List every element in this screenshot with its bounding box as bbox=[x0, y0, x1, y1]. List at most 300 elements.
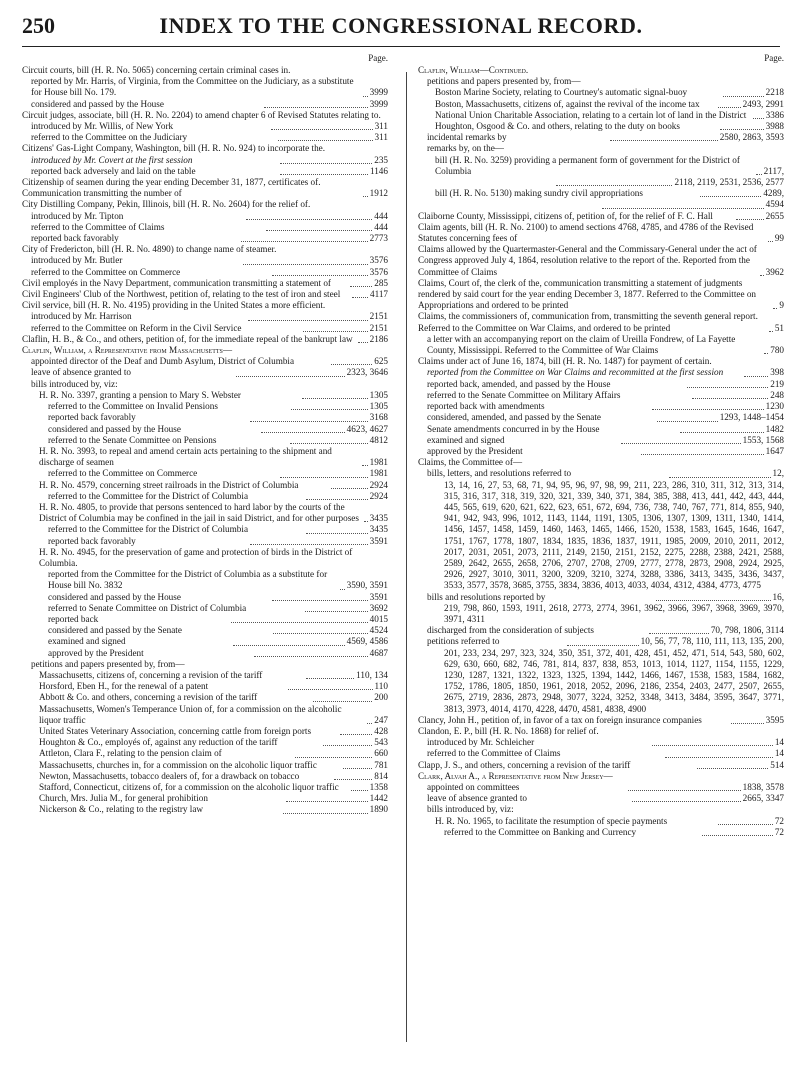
leader-dots bbox=[657, 421, 717, 422]
index-entry-page: 1553, 1568 bbox=[742, 434, 784, 445]
left-entries bbox=[22, 65, 388, 816]
index-entry-text: introduced by Mr. Butler bbox=[31, 255, 123, 266]
leader-dots bbox=[628, 790, 741, 791]
index-entry-page: 1293, 1448–1454 bbox=[719, 412, 784, 423]
index-entry-page: 543 bbox=[374, 737, 388, 748]
index-entry bbox=[418, 435, 784, 446]
leader-dots bbox=[231, 622, 368, 623]
index-entry bbox=[22, 681, 388, 692]
leader-dots bbox=[283, 813, 367, 814]
leader-dots bbox=[286, 801, 368, 802]
index-entry-text: considered and passed by the House bbox=[31, 98, 164, 109]
index-entry-text: Civil service, bill (H. R. No. 4195) providing in the United States a more efficient. bbox=[22, 300, 326, 311]
leader-dots bbox=[768, 241, 773, 242]
index-entry-page: 1838, 3578 bbox=[742, 782, 784, 792]
index-entry bbox=[22, 804, 388, 815]
leader-dots bbox=[692, 398, 768, 399]
index-entry-text: referred to the Committee for the District of Columbia bbox=[48, 490, 249, 501]
index-entry bbox=[22, 155, 388, 166]
index-entry bbox=[418, 793, 784, 804]
index-entry-text: Newton, Massachusetts, tobacco dealers of, for a drawback on tobacco bbox=[39, 770, 300, 781]
index-entry-text: Massachusetts, citizens of, concerning a revision of the tariff bbox=[39, 669, 263, 680]
index-entry-page: 12, bbox=[772, 468, 784, 479]
leader-dots bbox=[652, 745, 773, 746]
index-entry bbox=[22, 233, 388, 244]
index-entry bbox=[418, 412, 784, 423]
index-entry-text: Claims, Court of, the clerk of the, communication transmitting a statement of judgments rendered by said court for the year ending December 3, 1877. Referred to the Committee on Appropriations and ordered to be printed bbox=[418, 277, 757, 311]
index-entry-page: 3988 bbox=[765, 121, 784, 132]
index-entry-page: 2218 bbox=[765, 87, 784, 98]
index-entry-text: Stafford, Connecticut, citizens of, for a commission on the alcoholic liquor traffic bbox=[39, 782, 339, 792]
index-entry-text: discharged from the consideration of subjects bbox=[427, 625, 594, 636]
index-entry-page: 2665, 3347 bbox=[742, 793, 784, 804]
index-entry-text: examined and signed bbox=[427, 434, 505, 445]
index-entry-text: Clark, Alvah A., a Representative from New Jersey— bbox=[418, 770, 613, 781]
index-entry bbox=[22, 737, 388, 748]
index-entry bbox=[418, 816, 784, 827]
index-entry-page: 3435 bbox=[369, 513, 388, 524]
index-entry-text: Massachusetts, Women's Temperance Union of, for a commission on the alcoholic liquor traffic bbox=[39, 703, 342, 725]
index-entry bbox=[22, 356, 388, 367]
index-entry-page: 1146 bbox=[369, 165, 388, 176]
leader-dots bbox=[656, 600, 771, 601]
index-entry-page: 1912 bbox=[369, 188, 388, 199]
index-entry-text: Attleton, Clara F., relating to the pension claim of bbox=[39, 748, 222, 759]
leader-dots bbox=[641, 454, 763, 455]
index-entry-text: introduced by Mr. Tipton bbox=[31, 210, 124, 221]
index-entry bbox=[22, 648, 388, 659]
index-entry-page: 2493, 2991 bbox=[742, 98, 784, 109]
index-entry-page: 2924 bbox=[369, 490, 388, 501]
index-entry bbox=[418, 401, 784, 412]
index-entry-page: 2151 bbox=[369, 311, 388, 322]
index-entry bbox=[22, 401, 388, 412]
index-entry-text: Citizenship of seamen during the year ending December 31, 1877, certificates of. Communication transmitting the number of bbox=[22, 177, 321, 199]
leader-dots bbox=[632, 801, 741, 802]
index-entry bbox=[418, 132, 784, 143]
page-column-label: Page. bbox=[764, 53, 784, 63]
leader-dots bbox=[323, 745, 372, 746]
index-entry-text: Claims under act of June 16, 1874, bill (H. R. No. 1487) for payment of certain. bbox=[418, 356, 712, 367]
index-entry-page: 428 bbox=[374, 725, 388, 736]
leader-dots bbox=[702, 835, 772, 836]
index-entry bbox=[22, 379, 388, 390]
leader-dots bbox=[352, 297, 368, 298]
index-entry-text: reported back favorably bbox=[48, 535, 136, 546]
index-entry-page: 219 bbox=[770, 378, 784, 389]
index-entry bbox=[22, 211, 388, 222]
index-entry-text: H. R. No. 4579, concerning street railroads in the District of Columbia bbox=[39, 479, 299, 490]
index-entry bbox=[22, 311, 388, 322]
index-entry bbox=[22, 547, 388, 569]
index-entry-text: introduced by Mr. Schleicher bbox=[427, 737, 535, 748]
leader-dots bbox=[288, 689, 372, 690]
index-entry-text: Boston Marine Society, relating to Courtney's automatic signal-buoy bbox=[435, 87, 688, 98]
leader-dots bbox=[306, 533, 368, 534]
index-entry-page: 99 bbox=[774, 233, 784, 244]
index-entry-page: 4289, bbox=[763, 188, 784, 199]
index-entry-text: appointed director of the Deaf and Dumb Asylum, District of Columbia bbox=[31, 356, 295, 367]
index-entry-text: reported from the Committee for the District of Columbia as a substitute for House bill No. 3832 bbox=[48, 569, 328, 591]
index-entry bbox=[22, 278, 388, 289]
index-entry-text: petitions and papers presented by, from— bbox=[31, 658, 185, 669]
leader-dots bbox=[362, 465, 367, 466]
index-entry bbox=[22, 446, 388, 468]
index-entry-text: referred to the Senate Committee on Pensions bbox=[48, 434, 217, 445]
index-entry-page: 110 bbox=[374, 681, 388, 692]
leader-dots bbox=[567, 645, 639, 646]
index-entry bbox=[22, 177, 388, 199]
index-entry-page: 10, 56, 77, 78, 110, 111, 113, 135, 200, bbox=[640, 636, 784, 647]
index-entry-page: 16, bbox=[772, 591, 784, 602]
index-entry bbox=[418, 390, 784, 401]
index-entry bbox=[418, 99, 784, 110]
index-entry bbox=[22, 793, 388, 804]
leader-dots bbox=[246, 219, 372, 220]
index-entry bbox=[418, 827, 784, 838]
index-entry-page: 9 bbox=[779, 300, 784, 311]
leader-dots bbox=[278, 140, 373, 141]
index-entry bbox=[22, 760, 388, 771]
index-entry bbox=[22, 412, 388, 423]
index-entry-page: 4015 bbox=[369, 613, 388, 624]
index-entry-text: bills introduced by, viz: bbox=[427, 804, 514, 815]
index-entry-text: Clandon, E. P., bill (H. R. No. 1868) for relief of. bbox=[418, 725, 599, 736]
index-entry-page: 2773 bbox=[369, 233, 388, 244]
index-entry-text: Church, Mrs. Julia M., for general prohibition bbox=[39, 793, 208, 804]
leader-dots bbox=[290, 443, 368, 444]
index-entry-page: 3386 bbox=[765, 109, 784, 120]
index-entry bbox=[22, 121, 388, 132]
leader-dots bbox=[358, 342, 367, 343]
index-entry-text: reported back with amendments bbox=[427, 401, 545, 412]
page-number: 250 bbox=[22, 13, 55, 38]
index-entry-text: City Distilling Company, Pekin, Illinois, bill (H. R. No. 2604) for the relief of. bbox=[22, 199, 311, 210]
index-entry-page: 110, 134 bbox=[356, 669, 388, 680]
leader-dots bbox=[340, 734, 373, 735]
index-entry bbox=[22, 771, 388, 782]
header-rule bbox=[22, 46, 780, 47]
index-entry-page: 444 bbox=[374, 221, 388, 232]
leader-dots bbox=[250, 544, 368, 545]
index-entry bbox=[22, 491, 388, 502]
leader-dots bbox=[680, 432, 764, 433]
index-entry-text: Claflin, William—Continued. bbox=[418, 65, 529, 75]
index-entry-page: 4812 bbox=[369, 434, 388, 445]
index-entry bbox=[22, 300, 388, 311]
index-entry bbox=[22, 267, 388, 278]
index-entry bbox=[22, 569, 388, 591]
index-entry-text: Massachusetts, churches in, for a commission on the alcoholic liquor traffic bbox=[39, 759, 317, 770]
index-entry-page: 200 bbox=[374, 692, 388, 703]
index-entry-page: 1890 bbox=[369, 804, 388, 815]
leader-dots bbox=[331, 488, 368, 489]
index-entry-page: 2186 bbox=[369, 333, 388, 344]
index-entry-text: referred to the Committee on Invalid Pensions bbox=[48, 401, 218, 412]
index-entry bbox=[418, 446, 784, 457]
leader-dots bbox=[718, 107, 741, 108]
index-entry-text: Clancy, John H., petition of, in favor of a tax on foreign insurance companies bbox=[418, 714, 702, 725]
index-entry-text: Houghton & Co., employés of, against any reduction of the tariff bbox=[39, 737, 278, 748]
index-entry-text: leave of absence granted to bbox=[427, 793, 527, 804]
leader-dots bbox=[271, 129, 373, 130]
index-entry bbox=[22, 704, 388, 726]
leader-dots bbox=[367, 723, 373, 724]
index-entry bbox=[418, 737, 784, 748]
index-entry-text: H. R. No. 4945, for the preservation of game and protection of birds in the District of Columbia. bbox=[39, 546, 353, 568]
index-entry-text: Circuit judges, associate, bill (H. R. No. 2204) to amend chapter 6 of Revised Statutes relating to. bbox=[22, 109, 381, 120]
index-entry-page: 1647 bbox=[765, 445, 784, 456]
index-entry bbox=[418, 804, 784, 815]
index-entry-text: Senate amendments concurred in by the House bbox=[427, 423, 600, 434]
index-entry-text: Claim agents, bill (H. R. No. 2100) to amend sections 4768, 4785, and 4786 of the Revised Statutes concerning fees of bbox=[418, 221, 754, 244]
index-entry bbox=[22, 636, 388, 647]
index-entry-page: 4117 bbox=[369, 289, 388, 300]
index-entry-text: bills and resolutions reported by bbox=[427, 591, 546, 602]
index-entry bbox=[22, 536, 388, 547]
index-entry bbox=[418, 121, 784, 132]
index-entry bbox=[22, 424, 388, 435]
index-entry-text: petitions and papers presented by, from— bbox=[427, 76, 581, 87]
index-entry-page: 248 bbox=[770, 389, 784, 400]
index-entry-page: 3168 bbox=[369, 412, 388, 423]
leader-dots bbox=[306, 678, 354, 679]
index-entry-page: 1981 bbox=[369, 457, 388, 468]
leader-dots bbox=[264, 107, 368, 108]
index-entry bbox=[418, 468, 784, 479]
index-page-numbers: 219, 798, 860, 1593, 1911, 2618, 2773, 2774, 3961, 3962, 3966, 3967, 3968, 3969, 3970, 3971, 4311 bbox=[444, 602, 784, 624]
index-entry-text: reported from the Committee on War Claims and recommitted at the first session bbox=[427, 367, 724, 378]
leader-dots bbox=[700, 196, 761, 197]
index-entry-page: 3595 bbox=[765, 714, 784, 725]
index-entry-page: 2580, 2863, 3593 bbox=[719, 132, 784, 143]
index-entry-page: 4524 bbox=[369, 625, 388, 636]
index-entry-text: referred to the Committee on Reform in the Civil Service bbox=[31, 322, 242, 333]
leader-dots bbox=[697, 768, 768, 769]
leader-dots bbox=[280, 174, 368, 175]
leader-dots bbox=[305, 611, 368, 612]
page-title: INDEX TO THE CONGRESSIONAL RECORD. bbox=[159, 13, 643, 38]
index-entry-text: a letter with an accompanying report on the claim of Ureilla Fondrew, of La Fayette County, Mississippi. Referred to the Committee of War Claims bbox=[427, 333, 736, 356]
index-entry bbox=[418, 424, 784, 435]
index-entry bbox=[418, 76, 784, 87]
index-entry bbox=[418, 760, 784, 771]
index-entry-text: United States Veterinary Association, concerning cattle from foreign ports bbox=[39, 725, 312, 736]
index-entry-text: Claiborne County, Mississippi, citizens of, petition of, for the relief of F. C. Hall bbox=[418, 210, 713, 221]
index-entry-text: Claims allowed by the Quartermaster-General and the Commissary-General under the act of Congress approved July 4, 1864, resolution relative to the report of the. Reported from the Committee of Claims bbox=[418, 244, 757, 277]
index-entry-page: 3591 bbox=[369, 535, 388, 546]
leader-dots bbox=[363, 196, 367, 197]
index-entry-text: considered and passed by the Senate bbox=[48, 625, 182, 636]
leader-dots bbox=[764, 353, 768, 354]
leader-dots bbox=[364, 521, 368, 522]
index-entry bbox=[418, 636, 784, 647]
index-entry bbox=[22, 592, 388, 603]
left-column bbox=[22, 52, 388, 1062]
index-entry-text: reported back, amended, and passed by the House bbox=[427, 378, 611, 389]
index-entry-text: referred to the Committee on the Judiciary bbox=[31, 132, 188, 143]
index-entry bbox=[22, 65, 388, 76]
index-entry-page: 3999 bbox=[369, 98, 388, 109]
index-entry-text: approved by the President bbox=[427, 445, 523, 456]
index-entry bbox=[22, 323, 388, 334]
index-entry bbox=[418, 199, 784, 210]
column-divider bbox=[406, 72, 407, 1042]
index-entry-page: 235 bbox=[374, 154, 388, 165]
index-entry-page: 2924 bbox=[369, 479, 388, 490]
index-entry-page: 1305 bbox=[369, 389, 388, 400]
leader-dots bbox=[280, 163, 372, 164]
index-entry-text: reported back bbox=[48, 613, 99, 624]
index-entry-text: referred to the Committee for the District of Columbia bbox=[48, 524, 249, 535]
leader-dots bbox=[331, 364, 372, 365]
index-entry bbox=[418, 748, 784, 759]
leader-dots bbox=[769, 331, 773, 332]
index-entry-text: H. R. No. 3397, granting a pension to Mary S. Webster bbox=[39, 389, 241, 400]
index-entry-page: 14 bbox=[774, 737, 784, 748]
right-entries bbox=[418, 65, 784, 838]
index-entry-page: 3962 bbox=[765, 266, 784, 277]
leader-dots bbox=[306, 499, 368, 500]
index-entry-text: Circuit courts, bill (H. R. No. 5065) concerning certain criminal cases in. bbox=[22, 65, 291, 75]
leader-dots bbox=[736, 219, 763, 220]
index-entry-text: considered, amended, and passed by the Senate bbox=[427, 412, 601, 423]
index-entry-text: Abbott & Co. and others, concerning a revision of the tariff bbox=[39, 692, 258, 703]
index-entry bbox=[22, 614, 388, 625]
leader-dots bbox=[272, 275, 368, 276]
leader-dots bbox=[723, 96, 763, 97]
leader-dots bbox=[272, 600, 367, 601]
index-entry bbox=[22, 726, 388, 737]
index-entry-text: incidental remarks by bbox=[427, 132, 507, 143]
index-entry bbox=[418, 782, 784, 793]
leader-dots bbox=[254, 656, 368, 657]
leader-dots bbox=[303, 331, 368, 332]
leader-dots bbox=[731, 723, 764, 724]
index-entry-page: 14 bbox=[774, 748, 784, 759]
index-entry bbox=[418, 771, 784, 782]
index-entry-text: referred to Senate Committee on District of Columbia bbox=[48, 602, 247, 613]
index-entry-text: reported by Mr. Harris, of Virginia, from the Committee on the Judiciary, as a substitute for House bill No. 179. bbox=[31, 76, 354, 98]
leader-dots bbox=[652, 409, 764, 410]
index-entry bbox=[418, 367, 784, 378]
index-entry bbox=[418, 379, 784, 390]
index-entry bbox=[22, 480, 388, 491]
leader-dots bbox=[233, 645, 345, 646]
index-entry bbox=[22, 659, 388, 670]
index-entry-text: Claflin, H. B., & Co., and others, petition of, for the immediate repeal of the bankrupt law bbox=[22, 333, 353, 344]
leader-dots bbox=[760, 275, 764, 276]
index-entry bbox=[418, 311, 784, 333]
index-entry bbox=[418, 143, 784, 154]
leader-dots bbox=[291, 409, 368, 410]
index-entry-text: Houghton, Osgood & Co. and others, relating to the duty on books bbox=[435, 121, 680, 132]
index-entry-page: 398 bbox=[770, 367, 784, 378]
index-entry bbox=[22, 390, 388, 401]
leader-dots bbox=[266, 230, 372, 231]
index-entry-text: referred to the Committee of Claims bbox=[31, 221, 165, 232]
index-entry-page: 1358 bbox=[369, 782, 388, 792]
index-entry bbox=[22, 334, 388, 345]
leader-dots bbox=[649, 633, 708, 634]
leader-dots bbox=[621, 443, 741, 444]
index-entry bbox=[22, 748, 388, 759]
index-entry-page: 814 bbox=[374, 770, 388, 781]
index-entry-page: 660 bbox=[374, 748, 388, 759]
index-entry bbox=[22, 782, 388, 793]
index-entry bbox=[22, 345, 388, 356]
index-entry bbox=[22, 603, 388, 614]
index-entry-text: bills, letters, and resolutions referred to bbox=[427, 468, 572, 479]
index-entry bbox=[22, 670, 388, 681]
index-entry-page: 4687 bbox=[369, 647, 388, 658]
leader-dots bbox=[756, 174, 762, 175]
index-entry-text: bill (H. R. No. 3259) providing a permanent form of government for the District of Columbia bbox=[435, 154, 740, 176]
index-entry-page: 3576 bbox=[369, 255, 388, 266]
index-entry-page: 2118, 2119, 2531, 2536, 2577 bbox=[674, 177, 784, 188]
index-entry bbox=[418, 65, 784, 76]
index-entry bbox=[418, 278, 784, 312]
index-entry-text: referred to the Committee of Claims bbox=[427, 748, 561, 759]
index-entry bbox=[22, 110, 388, 121]
index-entry bbox=[418, 592, 784, 603]
index-entry-page: 2655 bbox=[765, 210, 784, 221]
index-entry-page: 51 bbox=[774, 322, 784, 333]
index-entry bbox=[418, 334, 784, 356]
leader-dots bbox=[556, 185, 672, 186]
index-entry bbox=[22, 692, 388, 703]
index-entry-text: referred to the Committee on Commerce bbox=[48, 468, 198, 479]
index-entry-page: 444 bbox=[374, 210, 388, 221]
index-page-numbers: 201, 233, 234, 297, 323, 324, 350, 351, 372, 401, 428, 451, 452, 471, 514, 543, 580, 602, 629, 630, 660, 682, 746, 781, 814, 837, 838, 853, 1013, 1014, 1127, 1154, 1155, 1229, 1230, 1287, 1321, 1322, 1323, 1325, 1394, 1442, 1466, 1467, 1538, 1583, 1584, 1682, 1752, 1786, 1805, 1850, 1961, 2018, 2052, 2096, 2186, 2354, 2403, 2477, 2507, 2655, 2675, 2719, 2836, 2873, 2948, 3077, 3224, 3252, 3348, 3413, 3484, 3595, 3647, 3771, 3813, 3973, 4014, 4170, 4228, 4470, 4581, 4838, 4900 bbox=[444, 647, 784, 714]
leader-dots bbox=[718, 824, 773, 825]
right-column bbox=[418, 52, 784, 1062]
index-entry-text: introduced by Mr. Willis, of New York bbox=[31, 121, 174, 132]
index-entry bbox=[22, 166, 388, 177]
index-entry bbox=[418, 222, 784, 244]
index-entry-page: 72 bbox=[774, 826, 784, 837]
index-entry bbox=[418, 155, 784, 177]
index-entry-text: Nickerson & Co., relating to the registry law bbox=[39, 804, 204, 815]
index-entry-page: 3576 bbox=[369, 266, 388, 277]
index-entry-text: approved by the President bbox=[48, 647, 144, 658]
leader-dots bbox=[687, 387, 768, 388]
index-entry-text: Civil employés in the Navy Department, communication transmitting a statement of bbox=[22, 277, 331, 288]
leader-dots bbox=[236, 376, 345, 377]
index-entry-page: 2151 bbox=[369, 322, 388, 333]
index-entry bbox=[22, 367, 388, 378]
leader-dots bbox=[261, 432, 345, 433]
index-entry-page: 1442 bbox=[369, 793, 388, 804]
index-entry-text: Claflin, William, a Representative from Massachusetts— bbox=[22, 345, 233, 356]
index-entry-text: National Union Charitable Association, relating to a certain lot of land in the District bbox=[435, 109, 747, 120]
index-entry bbox=[22, 502, 388, 524]
index-entry-page: 781 bbox=[374, 759, 388, 770]
index-entry bbox=[22, 435, 388, 446]
index-entry bbox=[22, 199, 388, 210]
index-entry-text: City of Fredericton, bill (H. R. No. 4890) to change name of steamer. bbox=[22, 244, 277, 255]
leader-dots bbox=[665, 757, 773, 758]
index-entry-text: petitions referred to bbox=[427, 636, 500, 647]
index-entry bbox=[418, 110, 784, 121]
index-entry-text: considered and passed by the House bbox=[48, 591, 181, 602]
index-entry-text: referred to the Senate Committee on Military Affairs bbox=[427, 389, 621, 400]
leader-dots bbox=[313, 701, 373, 702]
leader-dots bbox=[334, 779, 373, 780]
leader-dots bbox=[302, 398, 367, 399]
index-entry bbox=[418, 188, 784, 199]
index-entry-page: 625 bbox=[374, 356, 388, 367]
